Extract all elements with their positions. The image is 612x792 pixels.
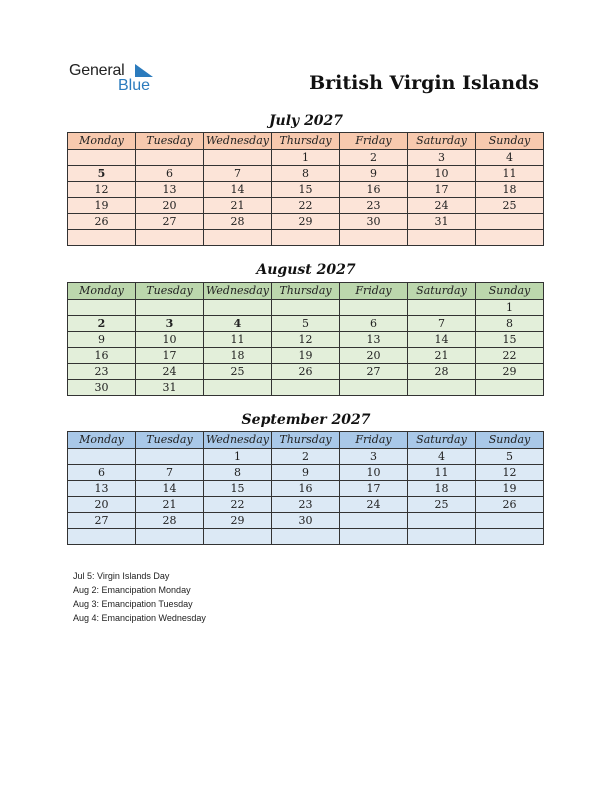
day-cell: 20 [136, 198, 204, 214]
weekday-header: Thursday [272, 432, 340, 449]
empty-day-cell [204, 230, 272, 246]
day-cell: 5 [272, 316, 340, 332]
day-cell: 11 [408, 465, 476, 481]
day-cell: 31 [136, 380, 204, 396]
day-cell: 6 [136, 166, 204, 182]
day-cell: 2 [340, 150, 408, 166]
day-cell: 19 [476, 481, 544, 497]
day-cell: 27 [136, 214, 204, 230]
day-cell: 18 [204, 348, 272, 364]
day-cell: 26 [476, 497, 544, 513]
weekday-header: Friday [340, 432, 408, 449]
month-title-august: August 2027 [256, 262, 356, 278]
weekday-header: Saturday [408, 133, 476, 150]
day-cell: 28 [204, 214, 272, 230]
empty-day-cell [340, 529, 408, 545]
day-cell: 14 [408, 332, 476, 348]
day-cell: 29 [204, 513, 272, 529]
week-row [68, 230, 544, 246]
weekday-header: Saturday [408, 432, 476, 449]
logo-triangle-icon [133, 64, 153, 78]
empty-day-cell [340, 513, 408, 529]
holiday-note: Aug 4: Emancipation Wednesday [73, 613, 206, 623]
day-cell: 15 [272, 182, 340, 198]
logo-text-general: General [69, 62, 125, 79]
calendar-september [67, 431, 544, 545]
day-cell: 31 [408, 214, 476, 230]
empty-day-cell [340, 300, 408, 316]
day-cell: 3 [136, 316, 204, 332]
day-cell: 6 [340, 316, 408, 332]
day-cell: 20 [340, 348, 408, 364]
empty-day-cell [408, 300, 476, 316]
day-cell: 8 [204, 465, 272, 481]
empty-day-cell [204, 529, 272, 545]
day-cell: 24 [408, 198, 476, 214]
day-cell: 30 [340, 214, 408, 230]
day-cell: 5 [68, 166, 136, 182]
day-cell: 3 [340, 449, 408, 465]
day-cell: 16 [272, 481, 340, 497]
day-cell: 13 [340, 332, 408, 348]
empty-day-cell [272, 529, 340, 545]
empty-day-cell [408, 230, 476, 246]
week-row [68, 449, 544, 465]
calendar-july [67, 132, 544, 246]
week-row [68, 198, 544, 214]
day-cell: 3 [408, 150, 476, 166]
empty-day-cell [136, 449, 204, 465]
week-row [68, 332, 544, 348]
empty-day-cell [476, 513, 544, 529]
brand-logo [69, 62, 169, 96]
week-row [68, 497, 544, 513]
day-cell: 8 [272, 166, 340, 182]
day-cell: 22 [204, 497, 272, 513]
day-cell: 9 [68, 332, 136, 348]
day-cell: 25 [476, 198, 544, 214]
weekday-header: Monday [68, 283, 136, 300]
weekday-header: Wednesday [204, 283, 272, 300]
day-cell: 19 [272, 348, 340, 364]
logo-text-blue: Blue [118, 77, 151, 94]
day-cell: 14 [204, 182, 272, 198]
month-title-july: July 2027 [268, 113, 344, 129]
day-cell: 8 [476, 316, 544, 332]
empty-day-cell [476, 380, 544, 396]
empty-day-cell [136, 529, 204, 545]
weekday-header-row [68, 133, 544, 150]
day-cell: 13 [68, 481, 136, 497]
week-row [68, 481, 544, 497]
day-cell: 24 [136, 364, 204, 380]
day-cell: 30 [68, 380, 136, 396]
day-cell: 10 [408, 166, 476, 182]
day-cell: 29 [476, 364, 544, 380]
empty-day-cell [204, 380, 272, 396]
empty-day-cell [408, 380, 476, 396]
empty-day-cell [68, 150, 136, 166]
country-title: British Virgin Islands [309, 72, 539, 94]
day-cell: 28 [408, 364, 476, 380]
week-row [68, 364, 544, 380]
day-cell: 23 [68, 364, 136, 380]
empty-day-cell [476, 214, 544, 230]
day-cell: 5 [476, 449, 544, 465]
empty-day-cell [204, 150, 272, 166]
week-row [68, 214, 544, 230]
day-cell: 7 [136, 465, 204, 481]
calendar-august [67, 282, 544, 396]
day-cell: 4 [476, 150, 544, 166]
day-cell: 15 [476, 332, 544, 348]
holiday-notes [73, 569, 206, 625]
day-cell: 30 [272, 513, 340, 529]
weekday-header-row [68, 432, 544, 449]
holiday-note: Jul 5: Virgin Islands Day [73, 571, 170, 581]
empty-day-cell [340, 230, 408, 246]
weekday-header: Wednesday [204, 432, 272, 449]
week-row [68, 182, 544, 198]
weekday-header: Tuesday [136, 133, 204, 150]
day-cell: 10 [340, 465, 408, 481]
day-cell: 17 [340, 481, 408, 497]
weekday-header: Saturday [408, 283, 476, 300]
day-cell: 16 [340, 182, 408, 198]
day-cell: 4 [408, 449, 476, 465]
empty-day-cell [136, 300, 204, 316]
empty-day-cell [68, 230, 136, 246]
day-cell: 11 [476, 166, 544, 182]
day-cell: 25 [204, 364, 272, 380]
weekday-header: Tuesday [136, 432, 204, 449]
week-row [68, 529, 544, 545]
day-cell: 29 [272, 214, 340, 230]
empty-day-cell [272, 380, 340, 396]
day-cell: 22 [476, 348, 544, 364]
week-row [68, 300, 544, 316]
day-cell: 28 [136, 513, 204, 529]
day-cell: 18 [476, 182, 544, 198]
empty-day-cell [476, 529, 544, 545]
week-row [68, 150, 544, 166]
empty-day-cell [68, 300, 136, 316]
weekday-header: Friday [340, 133, 408, 150]
day-cell: 21 [408, 348, 476, 364]
week-row [68, 348, 544, 364]
weekday-header-row [68, 283, 544, 300]
empty-day-cell [68, 449, 136, 465]
week-row [68, 513, 544, 529]
day-cell: 11 [204, 332, 272, 348]
holiday-note: Aug 2: Emancipation Monday [73, 585, 191, 595]
day-cell: 7 [408, 316, 476, 332]
day-cell: 26 [68, 214, 136, 230]
empty-day-cell [476, 230, 544, 246]
day-cell: 15 [204, 481, 272, 497]
weekday-header: Sunday [476, 283, 544, 300]
day-cell: 12 [272, 332, 340, 348]
day-cell: 27 [340, 364, 408, 380]
day-cell: 25 [408, 497, 476, 513]
day-cell: 14 [136, 481, 204, 497]
empty-day-cell [272, 230, 340, 246]
day-cell: 6 [68, 465, 136, 481]
week-row [68, 166, 544, 182]
day-cell: 23 [340, 198, 408, 214]
empty-day-cell [68, 529, 136, 545]
day-cell: 17 [408, 182, 476, 198]
day-cell: 7 [204, 166, 272, 182]
day-cell: 20 [68, 497, 136, 513]
day-cell: 1 [204, 449, 272, 465]
weekday-header: Thursday [272, 283, 340, 300]
empty-day-cell [408, 529, 476, 545]
day-cell: 13 [136, 182, 204, 198]
day-cell: 1 [272, 150, 340, 166]
weekday-header: Wednesday [204, 133, 272, 150]
weekday-header: Tuesday [136, 283, 204, 300]
day-cell: 10 [136, 332, 204, 348]
empty-day-cell [408, 513, 476, 529]
month-title-september: September 2027 [241, 412, 371, 428]
week-row [68, 380, 544, 396]
day-cell: 2 [68, 316, 136, 332]
weekday-header: Monday [68, 133, 136, 150]
day-cell: 27 [68, 513, 136, 529]
day-cell: 19 [68, 198, 136, 214]
day-cell: 24 [340, 497, 408, 513]
day-cell: 12 [476, 465, 544, 481]
weekday-header: Monday [68, 432, 136, 449]
day-cell: 9 [272, 465, 340, 481]
day-cell: 12 [68, 182, 136, 198]
day-cell: 2 [272, 449, 340, 465]
day-cell: 21 [136, 497, 204, 513]
weekday-header: Sunday [476, 133, 544, 150]
day-cell: 9 [340, 166, 408, 182]
weekday-header: Friday [340, 283, 408, 300]
empty-day-cell [204, 300, 272, 316]
weekday-header: Thursday [272, 133, 340, 150]
holiday-note: Aug 3: Emancipation Tuesday [73, 599, 193, 609]
empty-day-cell [136, 230, 204, 246]
day-cell: 17 [136, 348, 204, 364]
day-cell: 4 [204, 316, 272, 332]
day-cell: 18 [408, 481, 476, 497]
day-cell: 22 [272, 198, 340, 214]
empty-day-cell [340, 380, 408, 396]
day-cell: 26 [272, 364, 340, 380]
day-cell: 16 [68, 348, 136, 364]
day-cell: 23 [272, 497, 340, 513]
day-cell: 1 [476, 300, 544, 316]
empty-day-cell [136, 150, 204, 166]
weekday-header: Sunday [476, 432, 544, 449]
empty-day-cell [272, 300, 340, 316]
week-row [68, 465, 544, 481]
day-cell: 21 [204, 198, 272, 214]
week-row [68, 316, 544, 332]
